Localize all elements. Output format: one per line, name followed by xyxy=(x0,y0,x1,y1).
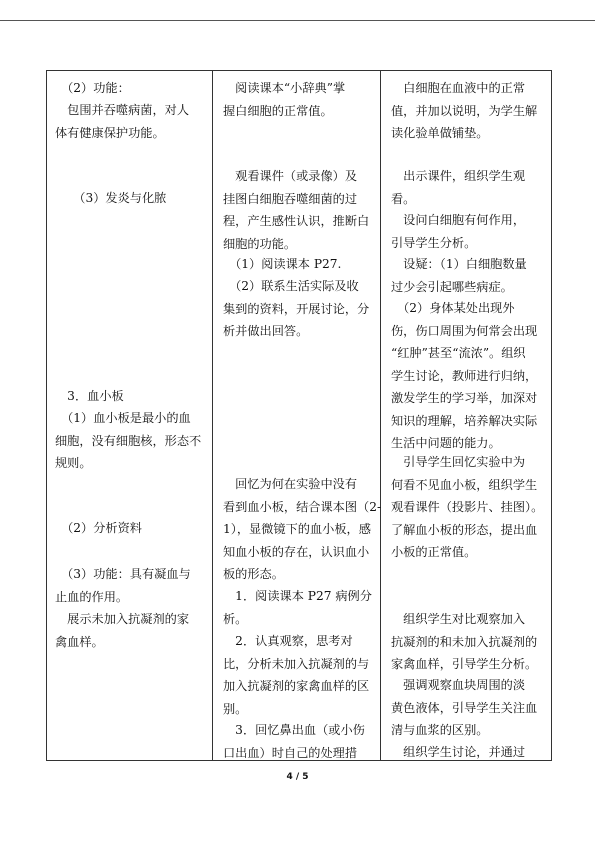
text-line: 1．阅读课本 P27 病例分 xyxy=(223,589,372,603)
paragraph xyxy=(55,99,189,144)
text-line: 2．认真观察，思考对 xyxy=(223,634,353,648)
text-line: 读化验单做铺垫。 xyxy=(391,126,489,140)
paragraph xyxy=(391,297,537,455)
text-line: 知血小板的存在，认识血小 xyxy=(223,544,370,559)
text-line: 3．血小板 xyxy=(55,389,124,403)
text-line: 了解血小板的形态，提出血 xyxy=(391,522,538,537)
text-line: 比，分析未加入抗凝剂的与 xyxy=(223,656,370,671)
text-line: （3）发炎与化脓 xyxy=(55,191,167,205)
text-line: 口出血）时自己的处理措 xyxy=(223,745,358,760)
text-line: “红肿”甚至“流浓”。组织 xyxy=(391,346,526,360)
text-line: 握白细胞的正常值。 xyxy=(223,103,333,118)
text-line: 激发学生的学习举，加深对 xyxy=(391,391,538,405)
text-line: 细胞的功能。 xyxy=(223,236,297,251)
text-line: （3）功能：具有凝血与 xyxy=(55,567,191,581)
text-line: 伤，伤口周围为何常会出现 xyxy=(391,323,538,338)
text-line: （1）血小板是最小的血 xyxy=(55,411,191,425)
paragraph xyxy=(223,253,341,276)
paragraph xyxy=(55,385,124,408)
text-line: 板的形态。 xyxy=(223,567,284,581)
text-line: 体有健康保护功能。 xyxy=(55,125,165,140)
text-line: 集到的资料，开展讨论，分 xyxy=(223,301,370,316)
column-divider xyxy=(212,71,213,760)
text-line: （2）身体某处出现外 xyxy=(391,301,515,315)
text-line: 包围并吞噬病菌，对人 xyxy=(55,103,190,117)
text-line: 强调观察血块周围的淡 xyxy=(391,678,526,692)
text-line: 观看课件（投影片、挂图）。 xyxy=(391,500,544,514)
text-line: 白细胞在血液中的正常 xyxy=(391,81,526,95)
paragraph xyxy=(55,187,166,210)
column-divider xyxy=(380,71,381,760)
text-line: 值，并加以说明，为学生解 xyxy=(391,103,538,118)
paragraph xyxy=(391,741,525,764)
paragraph xyxy=(55,407,201,475)
text-line: 细胞，没有细胞核，形态不 xyxy=(55,433,202,448)
text-line: 小板的正常值。 xyxy=(391,545,477,559)
paragraph xyxy=(223,275,369,343)
text-line: 过少会引起哪些病症。 xyxy=(391,279,513,294)
text-line: 规则。 xyxy=(55,456,92,470)
text-line: 别。 xyxy=(223,701,248,716)
paragraph xyxy=(55,563,191,608)
text-line: 回忆为何在实验中没有 xyxy=(223,477,358,491)
paragraph xyxy=(55,608,189,653)
paragraph xyxy=(391,674,537,742)
text-line: 清与血浆的区别。 xyxy=(391,723,489,737)
text-line: 观看课件（或录像）及 xyxy=(223,169,358,183)
page-number: 4 / 5 xyxy=(286,772,309,782)
text-line: 知识的理解，培养解决实际 xyxy=(391,413,538,428)
paragraph xyxy=(223,630,369,720)
text-line: 看。 xyxy=(391,191,416,206)
text-line: 设问白细胞有何作用， xyxy=(391,213,526,227)
text-line: （2）功能： xyxy=(55,81,130,95)
paragraph xyxy=(391,253,527,298)
text-line: 抗凝剂的和未加入抗凝剂的 xyxy=(391,634,538,649)
text-line: 设疑：（1）白细胞数量 xyxy=(391,257,527,271)
paragraph xyxy=(223,473,381,586)
paragraph xyxy=(391,77,537,145)
text-line: 展示未加入抗凝剂的家 xyxy=(55,612,190,626)
text-line: 析并做出回答。 xyxy=(223,324,309,338)
paragraph xyxy=(391,451,543,564)
paragraph xyxy=(223,165,369,255)
lesson-table xyxy=(46,70,552,761)
paragraph xyxy=(391,608,537,676)
paragraph xyxy=(223,585,372,630)
text-line: 组织学生讨论，并通过 xyxy=(391,745,526,759)
text-line: （1）阅读课本 P27. xyxy=(223,257,342,271)
text-line: 禽血样。 xyxy=(55,634,104,649)
text-line: 阅读课本“小辞典”掌 xyxy=(223,81,346,95)
text-line: 组织学生对比观察加入 xyxy=(391,612,526,626)
text-line: 1），显微镜下的血小板，感 xyxy=(223,522,371,536)
paragraph xyxy=(223,77,345,122)
paragraph xyxy=(223,719,365,764)
text-line: 止血的作用。 xyxy=(55,589,129,604)
text-line: 引导学生分析。 xyxy=(391,235,477,250)
paragraph xyxy=(55,77,130,100)
header-rule xyxy=(0,20,595,21)
text-line: 引导学生回忆实验中为 xyxy=(391,455,526,469)
paragraph xyxy=(55,517,142,540)
text-line: 加入抗凝剂的家禽血样的区 xyxy=(223,679,370,693)
text-line: 程，产生感性认识，推断白 xyxy=(223,214,370,228)
text-line: 学生讨论，教师进行归纳， xyxy=(391,368,538,383)
text-line: 看到血小板，结合课本图（2- xyxy=(223,499,382,514)
text-line: 出示课件，组织学生观 xyxy=(391,169,526,183)
text-line: 析。 xyxy=(223,611,248,626)
text-line: 家禽血样，引导学生分析。 xyxy=(391,657,538,671)
text-line: （2）联系生活实际及收 xyxy=(223,279,359,293)
text-line: 何看不见血小板，组织学生 xyxy=(391,477,538,492)
text-line: 黄色液体，引导学生关注血 xyxy=(391,700,538,715)
text-line: 挂图白细胞吞噬细菌的过 xyxy=(223,191,358,206)
paragraph xyxy=(391,165,525,210)
text-line: 生活中问题的能力。 xyxy=(391,436,501,450)
paragraph xyxy=(391,209,525,254)
text-line: （2）分析资料 xyxy=(55,521,142,535)
text-line: 3．回忆鼻出血（或小伤 xyxy=(223,723,365,737)
